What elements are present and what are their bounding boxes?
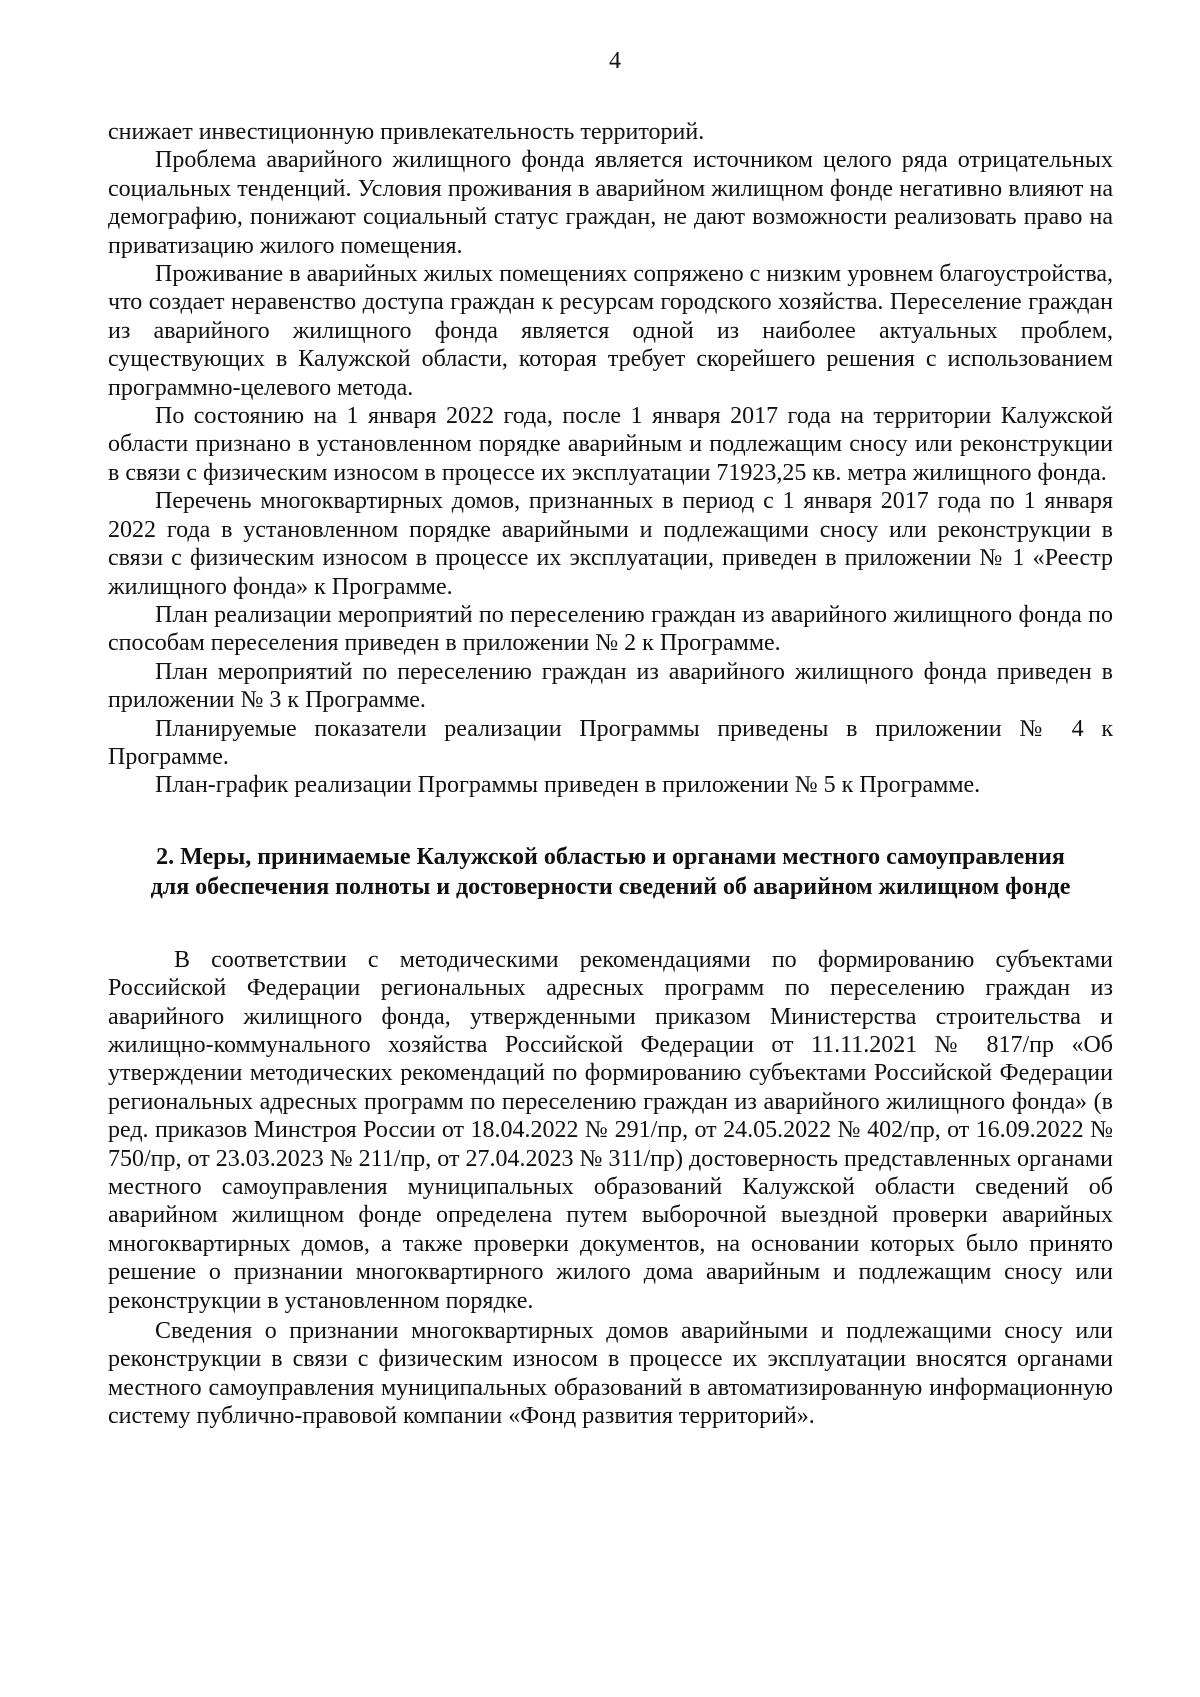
paragraph: План реализации мероприятий по переселению граждан из аварийного жилищного фонда по способам переселения приведен в приложении № 2 к Программе. <box>108 601 1113 657</box>
section-heading-line: 2. Меры, принимаемые Калужской областью и органами местного самоуправления <box>156 843 1065 870</box>
paragraph: Перечень многоквартирных домов, признанных в период с 1 января 2017 года по 1 января 2022 года в установленном порядке аварийными и подлежащими сносу или реконструкции в связи с физическим износом в процессе их эксплуатации, приведен в приложении № 1 «Реестр жилищного фонда» к Программе. <box>108 488 1113 600</box>
paragraph: По состоянию на 1 января 2022 года, после 1 января 2017 года на территории Калужской области признано в установленном порядке аварийным и подлежащим сносу или реконструкции в связи с физическим износом в процессе их эксплуатации 71923,25 кв. метра жилищного фонда. <box>108 403 1113 486</box>
paragraph-continuation: снижает инвестиционную привлекательность территорий. <box>108 119 705 145</box>
section-heading-line: для обеспечения полноты и достоверности сведений об аварийном жилищном фонде <box>150 873 1071 900</box>
paragraph: Сведения о признании многоквартирных домов аварийными и подлежащими сносу или реконструкции в связи с физическим износом в процессе их эксплуатации вносятся органами местного самоуправления муниципальных образований в автоматизированную информационную систему публично-правовой компании «Фонд развития территорий». <box>108 1318 1113 1430</box>
paragraph: План-график реализации Программы приведен в приложении № 5 к Программе. <box>155 772 981 799</box>
section-heading <box>108 842 1113 902</box>
page-number: 4 <box>609 48 621 74</box>
paragraph: План мероприятий по переселению граждан из аварийного жилищного фонда приведен в приложении № 3 к Программе. <box>108 658 1113 714</box>
paragraph: Планируемые показатели реализации Программы приведены в приложении № 4 к Программе. <box>108 715 1113 770</box>
paragraph: Проблема аварийного жилищного фонда является источником целого ряда отрицательных социальных тенденций. Условия проживания в аварийном жилищном фонде негативно влияют на демографию, понижают социальный статус граждан, не дают возможности реализовать право на приватизацию жилого помещения. <box>108 147 1113 259</box>
document-body <box>108 118 1113 1431</box>
paragraph: Проживание в аварийных жилых помещениях сопряжено с низким уровнем благоустройства, что создает неравенство доступа граждан к ресурсам городского хозяйства. Переселение граждан из аварийного жилищного фонда является одной из наиболее актуальных проблем, существующих в Калужской области, которая требует скорейшего решения с использованием программно-целевого метода. <box>108 261 1113 401</box>
paragraph: В соответствии с методическими рекомендациями по формированию субъектами Российской Федерации региональных адресных программ по переселению граждан из аварийного жилищного фонда, утвержденными приказом Министерства строительства и жилищно-коммунального хозяйства Российской Федерации от 11.11.2021 № 817/пр «Об утверждении методических рекомендаций по формированию субъектами Российской Федерации региональных адресных программ по переселению граждан из аварийного жилищного фонда» (в ред. приказов Минстроя России от 18.04.2022 № 291/пр, от 24.05.2022 № 402/пр, от 16.09.2022 № 750/пр, от 23.03.2023 № 211/пр, от 27.04.2023 № 311/пр) достоверность представленных органами местного самоуправления муниципальных образований Калужской области сведений об аварийном жилищном фонде определена путем выборочной выездной проверки аварийных многоквартирных домов, а также проверки документов, на основании которых было принято решение о признании многоквартирного жилого дома аварийным и подлежащим сносу или реконструкции в установленном порядке. <box>108 946 1113 1314</box>
